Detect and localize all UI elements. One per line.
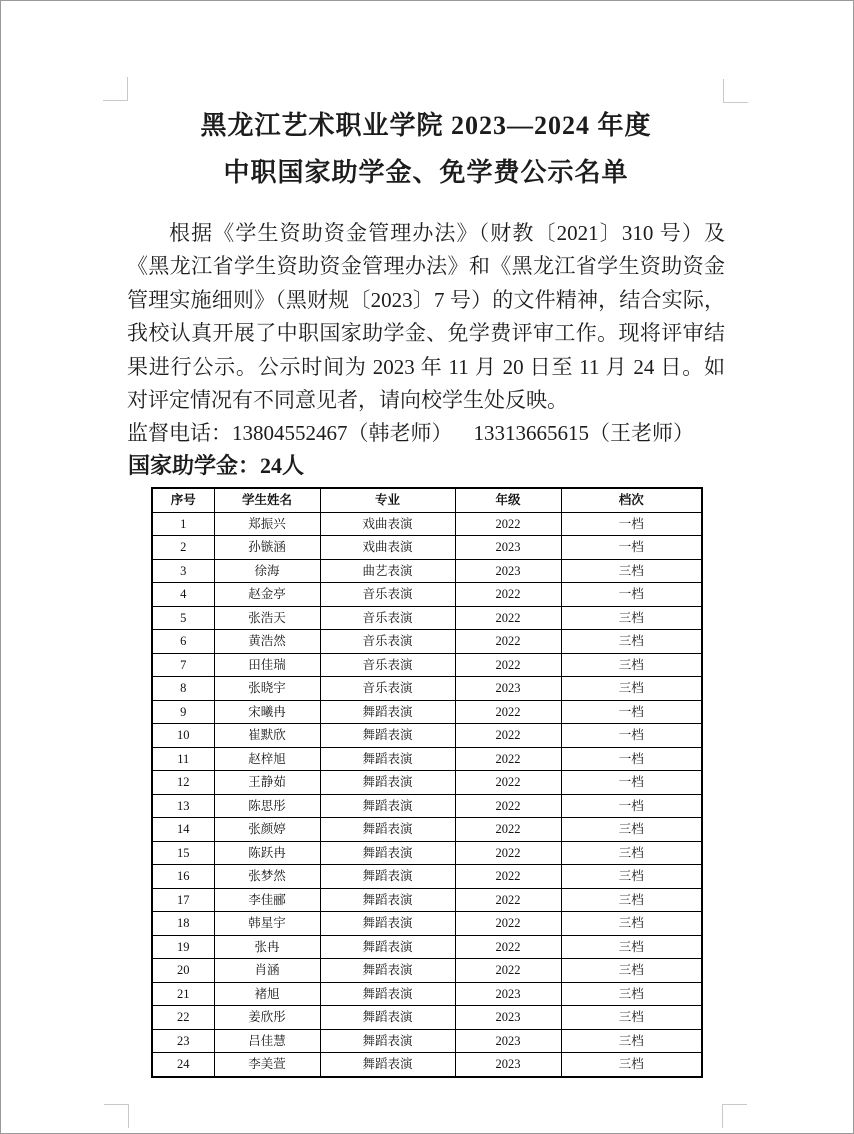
cell-index: 4 xyxy=(152,583,214,607)
cell-index: 9 xyxy=(152,700,214,724)
table-row xyxy=(152,959,702,983)
cell-major: 舞蹈表演 xyxy=(320,1053,455,1077)
table-row xyxy=(152,794,702,818)
cell-student-name: 陈跃冉 xyxy=(214,841,320,865)
paragraph-line: 我校认真开展了中职国家助学金、免学费评审工作。现将评审结 xyxy=(127,321,725,346)
cell-tier: 三档 xyxy=(561,888,702,912)
cell-grade: 2022 xyxy=(455,888,561,912)
cell-major: 舞蹈表演 xyxy=(320,794,455,818)
paragraph-line: 《黑龙江省学生资助资金管理办法》和《黑龙江省学生资助资金 xyxy=(127,254,725,279)
cell-student-name: 张梦然 xyxy=(214,865,320,889)
section-heading-scholarship-count: 国家助学金：24人 xyxy=(128,453,305,478)
cell-tier: 三档 xyxy=(561,841,702,865)
cell-index: 16 xyxy=(152,865,214,889)
table-row xyxy=(152,888,702,912)
scholarship-table xyxy=(151,487,703,1078)
title-line-1: 黑龙江艺术职业学院 2023—2024 年度 xyxy=(200,111,652,140)
cell-student-name: 郑振兴 xyxy=(214,512,320,536)
cell-student-name: 张冉 xyxy=(214,935,320,959)
cell-index: 6 xyxy=(152,630,214,654)
cell-tier: 三档 xyxy=(561,653,702,677)
cell-major: 舞蹈表演 xyxy=(320,700,455,724)
cell-grade: 2023 xyxy=(455,677,561,701)
cell-student-name: 李美萱 xyxy=(214,1053,320,1077)
cell-student-name: 韩星宇 xyxy=(214,912,320,936)
cell-major: 舞蹈表演 xyxy=(320,818,455,842)
cell-index: 8 xyxy=(152,677,214,701)
cell-student-name: 宋曦冉 xyxy=(214,700,320,724)
cell-student-name: 褚旭 xyxy=(214,982,320,1006)
crop-mark-bottom-left xyxy=(104,1104,129,1128)
cell-major: 舞蹈表演 xyxy=(320,724,455,748)
paragraph-line: 根据《学生资助资金管理办法》（财教〔2021〕310 号）及 xyxy=(169,221,725,245)
table-row xyxy=(152,653,702,677)
cell-grade: 2023 xyxy=(455,1053,561,1077)
cell-index: 15 xyxy=(152,841,214,865)
cell-index: 1 xyxy=(152,512,214,536)
cell-index: 10 xyxy=(152,724,214,748)
table-row xyxy=(152,912,702,936)
table-row xyxy=(152,583,702,607)
cell-major: 舞蹈表演 xyxy=(320,982,455,1006)
cell-major: 舞蹈表演 xyxy=(320,959,455,983)
cell-major: 舞蹈表演 xyxy=(320,771,455,795)
cell-student-name: 姜欣彤 xyxy=(214,1006,320,1030)
cell-student-name: 张颜婷 xyxy=(214,818,320,842)
cell-grade: 2023 xyxy=(455,1029,561,1053)
cell-student-name: 张晓宇 xyxy=(214,677,320,701)
cell-student-name: 肖涵 xyxy=(214,959,320,983)
cell-student-name: 吕佳慧 xyxy=(214,1029,320,1053)
cell-tier: 三档 xyxy=(561,559,702,583)
cell-tier: 一档 xyxy=(561,536,702,560)
cell-grade: 2022 xyxy=(455,700,561,724)
cell-grade: 2022 xyxy=(455,935,561,959)
cell-tier: 一档 xyxy=(561,747,702,771)
cell-tier: 一档 xyxy=(561,794,702,818)
column-header-name: 学生姓名 xyxy=(214,488,320,512)
column-header-index: 序号 xyxy=(152,488,214,512)
cell-grade: 2022 xyxy=(455,606,561,630)
cell-grade: 2022 xyxy=(455,747,561,771)
cell-index: 19 xyxy=(152,935,214,959)
cell-grade: 2023 xyxy=(455,559,561,583)
table-row xyxy=(152,865,702,889)
table-header-row xyxy=(152,488,702,512)
cell-tier: 三档 xyxy=(561,818,702,842)
cell-major: 音乐表演 xyxy=(320,583,455,607)
cell-major: 音乐表演 xyxy=(320,677,455,701)
cell-grade: 2022 xyxy=(455,794,561,818)
cell-tier: 一档 xyxy=(561,724,702,748)
column-header-grade: 年级 xyxy=(455,488,561,512)
cell-index: 3 xyxy=(152,559,214,583)
cell-grade: 2022 xyxy=(455,865,561,889)
cell-student-name: 陈思彤 xyxy=(214,794,320,818)
cell-grade: 2022 xyxy=(455,512,561,536)
table-row xyxy=(152,512,702,536)
cell-student-name: 黄浩然 xyxy=(214,630,320,654)
cell-index: 2 xyxy=(152,536,214,560)
cell-tier: 三档 xyxy=(561,1053,702,1077)
cell-major: 舞蹈表演 xyxy=(320,1006,455,1030)
crop-mark-bottom-right xyxy=(722,1104,747,1128)
table-row xyxy=(152,606,702,630)
cell-major: 音乐表演 xyxy=(320,630,455,654)
cell-student-name: 张浩天 xyxy=(214,606,320,630)
cell-grade: 2022 xyxy=(455,583,561,607)
cell-major: 音乐表演 xyxy=(320,653,455,677)
table-row xyxy=(152,677,702,701)
table-row xyxy=(152,841,702,865)
document-title xyxy=(127,102,725,196)
cell-student-name: 李佳郦 xyxy=(214,888,320,912)
cell-index: 11 xyxy=(152,747,214,771)
table-row xyxy=(152,724,702,748)
paragraph-line: 果进行公示。公示时间为 2023 年 11 月 20 日至 11 月 24 日。如 xyxy=(127,354,725,379)
notice-paragraph xyxy=(127,217,725,451)
cell-index: 18 xyxy=(152,912,214,936)
cell-tier: 三档 xyxy=(561,1029,702,1053)
cell-student-name: 徐海 xyxy=(214,559,320,583)
cell-tier: 三档 xyxy=(561,865,702,889)
cell-index: 12 xyxy=(152,771,214,795)
cell-major: 舞蹈表演 xyxy=(320,912,455,936)
cell-tier: 三档 xyxy=(561,959,702,983)
table-row xyxy=(152,536,702,560)
paragraph-line: 管理实施细则》（黑财规〔2023〕7 号）的文件精神，结合实际， xyxy=(127,287,725,312)
table-row xyxy=(152,630,702,654)
cell-index: 22 xyxy=(152,1006,214,1030)
cell-student-name: 赵金亭 xyxy=(214,583,320,607)
table-row xyxy=(152,1006,702,1030)
cell-tier: 三档 xyxy=(561,630,702,654)
paragraph-line: 对评定情况有不同意见者，请向校学生处反映。 xyxy=(127,388,568,413)
cell-major: 舞蹈表演 xyxy=(320,841,455,865)
cell-tier: 一档 xyxy=(561,512,702,536)
supervision-phone-line: 监督电话：13804552467（韩老师） 13313665615（王老师） xyxy=(127,421,694,446)
crop-mark-top-right xyxy=(723,79,748,103)
cell-index: 7 xyxy=(152,653,214,677)
cell-grade: 2022 xyxy=(455,912,561,936)
cell-tier: 一档 xyxy=(561,771,702,795)
table-row xyxy=(152,818,702,842)
cell-major: 戏曲表演 xyxy=(320,536,455,560)
cell-major: 音乐表演 xyxy=(320,606,455,630)
cell-index: 23 xyxy=(152,1029,214,1053)
cell-grade: 2022 xyxy=(455,771,561,795)
table-row xyxy=(152,771,702,795)
cell-major: 舞蹈表演 xyxy=(320,1029,455,1053)
column-header-tier: 档次 xyxy=(561,488,702,512)
cell-major: 戏曲表演 xyxy=(320,512,455,536)
cell-major: 曲艺表演 xyxy=(320,559,455,583)
table-row xyxy=(152,982,702,1006)
cell-student-name: 孙镞涵 xyxy=(214,536,320,560)
cell-grade: 2023 xyxy=(455,982,561,1006)
cell-tier: 三档 xyxy=(561,935,702,959)
cell-index: 20 xyxy=(152,959,214,983)
cell-major: 舞蹈表演 xyxy=(320,888,455,912)
cell-tier: 三档 xyxy=(561,677,702,701)
cell-tier: 三档 xyxy=(561,606,702,630)
cell-student-name: 王静茹 xyxy=(214,771,320,795)
cell-tier: 三档 xyxy=(561,1006,702,1030)
cell-student-name: 赵梓旭 xyxy=(214,747,320,771)
cell-major: 舞蹈表演 xyxy=(320,865,455,889)
cell-student-name: 崔默欣 xyxy=(214,724,320,748)
title-line-2: 中职国家助学金、免学费公示名单 xyxy=(223,158,629,187)
column-header-major: 专业 xyxy=(320,488,455,512)
cell-index: 14 xyxy=(152,818,214,842)
cell-student-name: 田佳瑞 xyxy=(214,653,320,677)
cell-index: 5 xyxy=(152,606,214,630)
crop-mark-top-left xyxy=(103,77,128,101)
table-row xyxy=(152,700,702,724)
cell-major: 舞蹈表演 xyxy=(320,935,455,959)
table-row xyxy=(152,1029,702,1053)
cell-tier: 一档 xyxy=(561,700,702,724)
cell-tier: 三档 xyxy=(561,982,702,1006)
cell-index: 13 xyxy=(152,794,214,818)
cell-index: 24 xyxy=(152,1053,214,1077)
cell-grade: 2022 xyxy=(455,818,561,842)
cell-grade: 2023 xyxy=(455,1006,561,1030)
cell-grade: 2022 xyxy=(455,724,561,748)
cell-index: 17 xyxy=(152,888,214,912)
cell-grade: 2022 xyxy=(455,653,561,677)
table-row xyxy=(152,935,702,959)
table-row xyxy=(152,747,702,771)
cell-grade: 2022 xyxy=(455,841,561,865)
table-row xyxy=(152,559,702,583)
cell-grade: 2022 xyxy=(455,959,561,983)
cell-grade: 2022 xyxy=(455,630,561,654)
cell-grade: 2023 xyxy=(455,536,561,560)
cell-tier: 三档 xyxy=(561,912,702,936)
cell-major: 舞蹈表演 xyxy=(320,747,455,771)
cell-index: 21 xyxy=(152,982,214,1006)
table-row xyxy=(152,1053,702,1077)
cell-tier: 一档 xyxy=(561,583,702,607)
